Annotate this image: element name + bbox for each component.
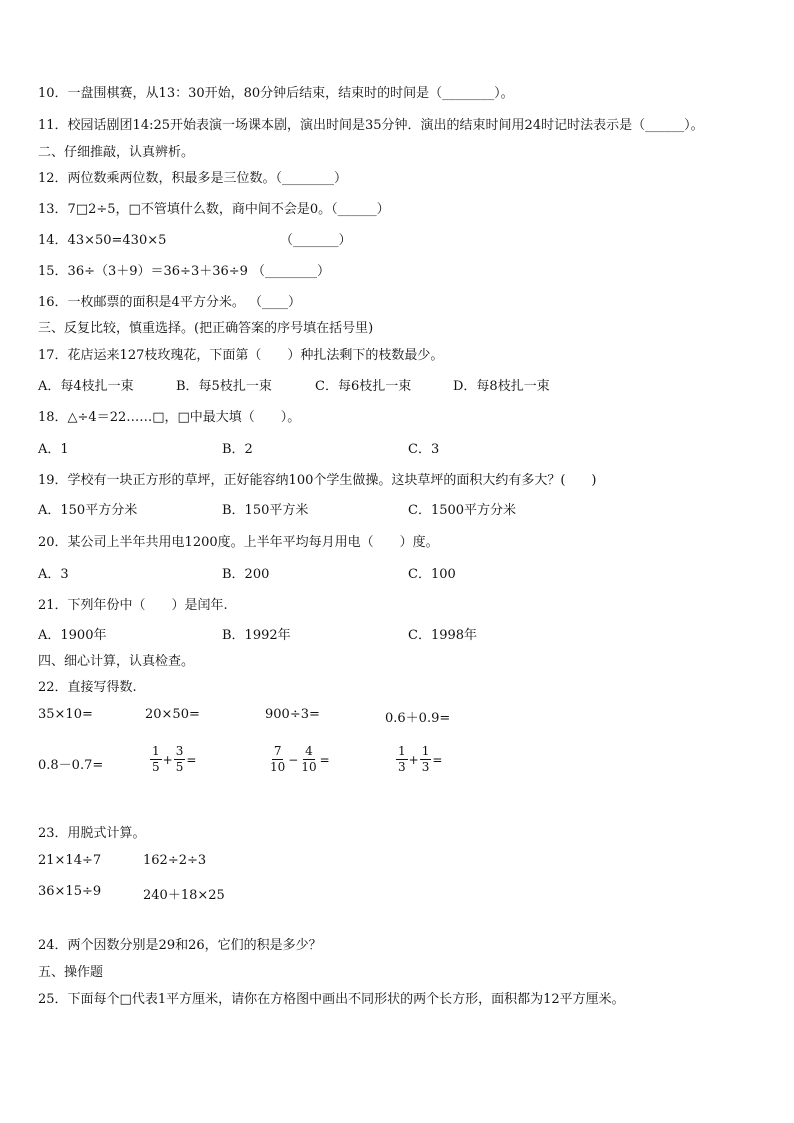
q20-option-a: A．3 [38, 567, 69, 582]
q19-option-a: A．150平方分米 [38, 503, 138, 518]
q20-option-c: C．100 [408, 567, 456, 582]
question-22: 22．直接写得数. [38, 680, 137, 695]
fraction-1a: $\frac{1}{5}$ [152, 744, 160, 774]
question-25: 25．下面每个□代表1平方厘米，请你在方格图中画出不同形状的两个长方形，面积都为12平方厘米。 [38, 992, 625, 1007]
fraction-1b: $\frac{3}{5}$ [175, 744, 184, 774]
calc-240plus18x25: 240＋18×25 [143, 888, 225, 903]
calc-900div3: 900÷3= [265, 707, 320, 722]
q17-option-d: D．每8枝扎一束 [453, 379, 550, 394]
q17-option-a: A．每4枝扎一束 [38, 379, 134, 394]
q17-option-c: C．每6枝扎一束 [315, 379, 412, 394]
q19-option-b: B．150平方米 [222, 503, 309, 518]
q20-option-b: B．200 [222, 567, 270, 582]
q18-option-b: B．2 [222, 442, 253, 457]
question-17: 17．花店运来127枝玫瑰花，下面第（ ）种扎法剩下的枝数最少。 [38, 348, 444, 363]
fraction-3a: $\frac{1}{3}$ [398, 744, 406, 774]
q21-option-c: C．1998年 [408, 628, 478, 643]
calc-0-6plus0-9: 0.6＋0.9= [385, 711, 451, 726]
q21-option-a: A．1900年 [38, 628, 107, 643]
question-16: 16．一枚邮票的面积是4平方分米。 （____） [38, 295, 301, 310]
question-19: 19．学校有一块正方形的草坪，正好能容纳100个学生做操。这块草坪的面积大约有多大？( ) [38, 473, 597, 488]
question-14: 14．43×50=430×5 [38, 233, 167, 248]
question-20: 20．某公司上半年共用电1200度。上半年平均每月用电（ ）度。 [38, 535, 439, 550]
question-11: 11．校园话剧团14:25开始表演一场课本剧，演出时间是35分钟．演出的结束时间用24时记时法表示是（______）。 [38, 118, 704, 133]
q18-option-c: C．3 [408, 442, 440, 457]
question-18: 18．△÷4＝22……□，□中最大填（ ）。 [38, 410, 301, 425]
section-3-heading: 三、反复比较，慎重选择。(把正确答案的序号填在括号里) [38, 321, 374, 336]
fraction-2b: $\frac{4}{10}$ [301, 744, 317, 774]
calc-35x10: 35×10= [38, 707, 93, 722]
calc-20x50: 20×50= [145, 707, 200, 722]
question-13: 13．7□2÷5，□不管填什么数，商中间不会是0。（______） [38, 202, 390, 217]
question-24: 24．两个因数分别是29和26，它们的积是多少？ [38, 938, 322, 953]
section-4-heading: 四、细心计算，认真检查。 [38, 654, 195, 669]
fraction-3b: $\frac{1}{3}$ [421, 744, 430, 774]
calc-0-8minus0-7: 0.8－0.7= [38, 758, 104, 773]
question-14-blank: （_______） [280, 233, 352, 248]
fraction-expr-2: $\frac{7}{10}$ − $\frac{4}{10}$ = [270, 744, 330, 774]
section-2-heading: 二、仔细推敲，认真辨析。 [38, 145, 195, 160]
q18-option-a: A．1 [38, 442, 69, 457]
calc-21x14div7: 21×14÷7 [38, 853, 102, 868]
q19-option-c: C．1500平方分米 [408, 503, 517, 518]
fraction-2a: $\frac{7}{10}$ [270, 744, 286, 774]
question-10: 10．一盘围棋赛，从13：30开始，80分钟后结束，结束时的时间是（________）。 [38, 86, 514, 101]
fraction-expr-3: $\frac{1}{3}$ + $\frac{1}{3}$ = [398, 744, 443, 774]
calc-162div2div3: 162÷2÷3 [143, 853, 207, 868]
calc-36x15div9: 36×15÷9 [38, 884, 102, 899]
section-5-heading: 五、操作题 [38, 965, 104, 980]
question-23: 23．用脱式计算。 [38, 826, 146, 841]
fraction-expr-1: $\frac{1}{5}$ + $\frac{3}{5}$ = [152, 744, 197, 774]
question-15: 15．36÷（3＋9）＝36÷3＋36÷9 （________） [38, 264, 331, 279]
q21-option-b: B．1992年 [222, 628, 291, 643]
question-12: 12．两位数乘两位数，积最多是三位数。（________） [38, 171, 348, 186]
question-21: 21．下列年份中（ ）是闰年. [38, 598, 228, 613]
q17-option-b: B．每5枝扎一束 [176, 379, 272, 394]
